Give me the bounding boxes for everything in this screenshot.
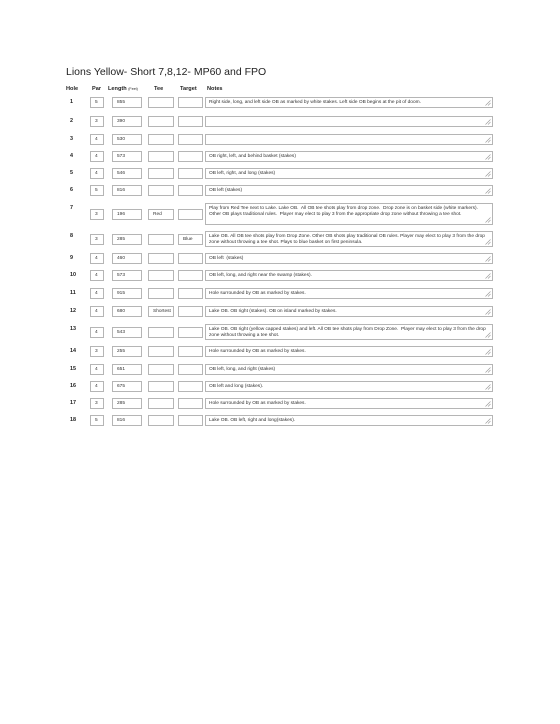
notes-field[interactable] — [205, 116, 493, 127]
table-row — [0, 203, 560, 225]
table-row — [0, 134, 560, 145]
resize-grip-icon[interactable] — [485, 384, 491, 390]
hole-number: 11 — [70, 290, 76, 296]
resize-grip-icon[interactable] — [485, 154, 491, 160]
notes-field[interactable]: OB left (stakes) — [205, 185, 493, 196]
par-field[interactable]: 3 — [90, 209, 104, 220]
table-row — [0, 253, 560, 264]
length-field[interactable]: 530 — [112, 134, 142, 145]
length-field[interactable]: 285 — [112, 234, 142, 245]
par-field[interactable]: 5 — [90, 185, 104, 196]
notes-field[interactable]: Hole surrounded by OB as marked by stakes. — [205, 288, 493, 299]
tee-field[interactable] — [148, 97, 174, 108]
par-field[interactable]: 3 — [90, 234, 104, 245]
table-row — [0, 346, 560, 357]
par-field[interactable]: 4 — [90, 364, 104, 375]
tee-field[interactable] — [148, 116, 174, 127]
length-field[interactable]: 196 — [112, 209, 142, 220]
table-row — [0, 168, 560, 179]
notes-field[interactable]: OB left, long, and right (stakes) — [205, 364, 493, 375]
table-row — [0, 116, 560, 127]
resize-grip-icon[interactable] — [485, 100, 491, 106]
header-length — [108, 86, 138, 92]
table-row — [0, 364, 560, 375]
hole-number: 2 — [70, 118, 73, 124]
par-field[interactable]: 4 — [90, 151, 104, 162]
target-field[interactable] — [178, 415, 203, 426]
resize-grip-icon[interactable] — [485, 171, 491, 177]
hole-number: 13 — [70, 326, 76, 332]
length-field[interactable]: 651 — [112, 364, 142, 375]
length-field[interactable]: 675 — [112, 381, 142, 392]
target-field[interactable] — [178, 168, 203, 179]
notes-field[interactable]: OB left and long (stakes). — [205, 381, 493, 392]
hole-number: 6 — [70, 187, 73, 193]
length-field[interactable]: 680 — [112, 306, 142, 317]
length-field[interactable]: 460 — [112, 253, 142, 264]
notes-field[interactable]: OB right, left, and behind basket (stakes) — [205, 151, 493, 162]
tee-field[interactable] — [148, 253, 174, 264]
par-field[interactable]: 4 — [90, 327, 104, 338]
tee-field[interactable] — [148, 134, 174, 145]
tee-field[interactable] — [148, 381, 174, 392]
target-field[interactable] — [178, 97, 203, 108]
tee-field[interactable] — [148, 185, 174, 196]
resize-grip-icon[interactable] — [485, 309, 491, 315]
notes-field[interactable]: Play from Red Tee next to Lake. Lake OB. All OB tee shots play from drop zone. Drop zone is on basket side (white markers). Other OB plays traditional rules. Player may elect to play 3 from the appropriate drop zone without throwing a tee shot. — [205, 203, 493, 225]
resize-grip-icon[interactable] — [485, 239, 491, 245]
length-field[interactable]: 573 — [112, 270, 142, 281]
resize-grip-icon[interactable] — [485, 273, 491, 279]
hole-number: 15 — [70, 366, 76, 372]
tee-field[interactable] — [148, 398, 174, 409]
target-field[interactable] — [178, 185, 203, 196]
table-row — [0, 97, 560, 108]
target-field[interactable] — [178, 270, 203, 281]
length-field[interactable]: 573 — [112, 151, 142, 162]
target-field[interactable]: Blue — [178, 234, 203, 245]
tee-field[interactable] — [148, 288, 174, 299]
hole-number: 16 — [70, 383, 76, 389]
notes-field[interactable]: Hole surrounded by OB as marked by stakes. — [205, 398, 493, 409]
length-field[interactable]: 543 — [112, 327, 142, 338]
target-field[interactable] — [178, 398, 203, 409]
hole-number: 1 — [70, 99, 73, 105]
tee-field[interactable] — [148, 234, 174, 245]
target-field[interactable] — [178, 116, 203, 127]
hole-number: 5 — [70, 170, 73, 176]
length-field[interactable]: 915 — [112, 288, 142, 299]
hole-number: 9 — [70, 255, 73, 261]
target-field[interactable] — [178, 346, 203, 357]
resize-grip-icon[interactable] — [485, 256, 491, 262]
notes-field[interactable]: OB left, right, and long (stakes) — [205, 168, 493, 179]
header-par: Par — [92, 86, 102, 92]
tee-field[interactable]: Red — [148, 209, 174, 220]
header-length-label: Length — [108, 86, 127, 92]
table-row — [0, 270, 560, 281]
table-row — [0, 324, 560, 340]
resize-grip-icon[interactable] — [485, 332, 491, 338]
table-row — [0, 185, 560, 196]
tee-field[interactable] — [148, 327, 174, 338]
hole-number: 3 — [70, 136, 73, 142]
target-field[interactable] — [178, 306, 203, 317]
resize-grip-icon[interactable] — [485, 367, 491, 373]
hole-number: 14 — [70, 348, 76, 354]
hole-number: 7 — [70, 205, 73, 211]
tee-field[interactable] — [148, 168, 174, 179]
page-title: Lions Yellow- Short 7,8,12- MP60 and FPO — [66, 66, 267, 78]
table-row — [0, 231, 560, 247]
par-field[interactable]: 4 — [90, 168, 104, 179]
hole-number: 10 — [70, 272, 76, 278]
header-tee: Tee — [154, 86, 164, 92]
par-field[interactable]: 5 — [90, 97, 104, 108]
header-target: Target — [180, 86, 197, 92]
notes-field[interactable]: OB left, long, and right near the swamp (stakes). — [205, 270, 493, 281]
notes-field[interactable]: Lake OB. OB right (yellow capped stakes) and left. All OB tee shots play from Drop Zone. Player may elect to play 3 from the drop zone without throwing a tee shot. — [205, 324, 493, 340]
header-hole: Hole — [66, 86, 79, 92]
length-field[interactable]: 546 — [112, 168, 142, 179]
notes-field[interactable]: Lake OB. OB left, right and long(stakes). — [205, 415, 493, 426]
table-row — [0, 306, 560, 317]
tee-field[interactable] — [148, 364, 174, 375]
target-field[interactable] — [178, 381, 203, 392]
resize-grip-icon[interactable] — [485, 418, 491, 424]
par-field[interactable]: 4 — [90, 253, 104, 264]
par-field[interactable]: 3 — [90, 398, 104, 409]
resize-grip-icon[interactable] — [485, 217, 491, 223]
table-row — [0, 381, 560, 392]
par-field[interactable]: 4 — [90, 288, 104, 299]
notes-field[interactable]: Lake OB. All OB tee shots play from Drop Zone. Other OB shots play traditional OB rules. Player may elect to play 3 from the drop zone without throwing a tee shot. Plays to blue basket on first peninsula. — [205, 231, 493, 247]
resize-grip-icon[interactable] — [485, 137, 491, 143]
hole-number: 18 — [70, 417, 76, 423]
target-field[interactable] — [178, 253, 203, 264]
tee-field[interactable] — [148, 415, 174, 426]
length-field[interactable]: 816 — [112, 185, 142, 196]
length-field[interactable]: 855 — [112, 97, 142, 108]
table-row — [0, 415, 560, 426]
resize-grip-icon[interactable] — [485, 401, 491, 407]
par-field[interactable]: 4 — [90, 381, 104, 392]
length-field[interactable]: 255 — [112, 346, 142, 357]
par-field[interactable]: 3 — [90, 346, 104, 357]
par-field[interactable]: 5 — [90, 415, 104, 426]
par-field[interactable]: 4 — [90, 134, 104, 145]
length-field[interactable]: 285 — [112, 398, 142, 409]
table-row — [0, 151, 560, 162]
target-field[interactable] — [178, 364, 203, 375]
hole-number: 17 — [70, 400, 76, 406]
table-row — [0, 288, 560, 299]
hole-number: 4 — [70, 153, 73, 159]
notes-field[interactable]: Hole surrounded by OB as marked by stakes. — [205, 346, 493, 357]
tee-field[interactable] — [148, 270, 174, 281]
tee-field[interactable]: Shortest — [148, 306, 174, 317]
tee-field[interactable] — [148, 151, 174, 162]
hole-number: 8 — [70, 233, 73, 239]
table-row — [0, 398, 560, 409]
target-field[interactable] — [178, 151, 203, 162]
header-notes: Notes — [207, 86, 223, 92]
notes-field[interactable]: Right side, long, and left side OB as marked by white stakes. Left side OB begins at the pit of doom. — [205, 97, 493, 108]
par-field[interactable]: 3 — [90, 116, 104, 127]
par-field[interactable]: 4 — [90, 270, 104, 281]
resize-grip-icon[interactable] — [485, 119, 491, 125]
notes-field[interactable]: Lake OB. OB right (stakes). OB on island marked by stakes. — [205, 306, 493, 317]
length-field[interactable]: 390 — [112, 116, 142, 127]
length-field[interactable]: 816 — [112, 415, 142, 426]
header-length-unit: (Feet) — [128, 87, 138, 91]
notes-field[interactable] — [205, 134, 493, 145]
par-field[interactable]: 4 — [90, 306, 104, 317]
target-field[interactable] — [178, 134, 203, 145]
resize-grip-icon[interactable] — [485, 349, 491, 355]
resize-grip-icon[interactable] — [485, 291, 491, 297]
resize-grip-icon[interactable] — [485, 188, 491, 194]
hole-number: 12 — [70, 308, 76, 314]
target-field[interactable] — [178, 288, 203, 299]
target-field[interactable] — [178, 327, 203, 338]
tee-field[interactable] — [148, 346, 174, 357]
notes-field[interactable]: OB left (stakes) — [205, 253, 493, 264]
target-field[interactable] — [178, 209, 203, 220]
